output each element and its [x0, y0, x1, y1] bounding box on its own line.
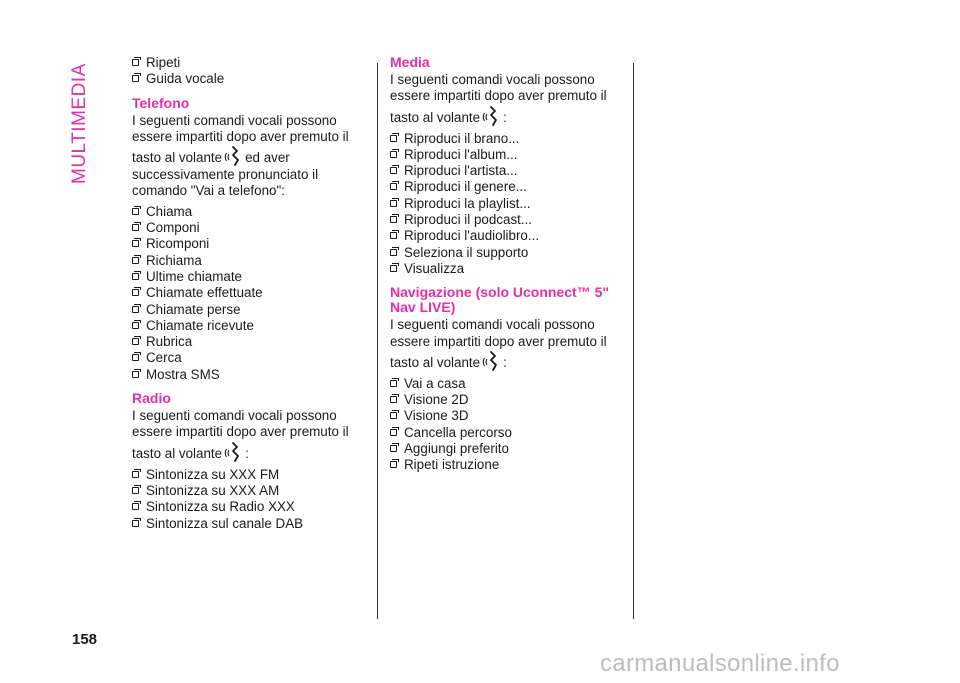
checkbox-bullet-icon [390, 135, 397, 142]
command-label: Riproduci la playlist... [404, 195, 531, 211]
column-1 [132, 55, 364, 532]
checkbox-bullet-icon [390, 445, 397, 452]
column-divider-left [377, 63, 378, 619]
command-label: Visualizza [404, 260, 465, 276]
command-label: Riproduci l'artista... [404, 163, 518, 179]
checkbox-bullet-icon [132, 224, 139, 231]
voice-command-icon [482, 350, 500, 372]
heading-radio: Radio [132, 390, 171, 407]
checkbox-bullet-icon [132, 471, 139, 478]
checkbox-bullet-icon [132, 59, 139, 66]
command-item [390, 163, 622, 179]
command-item [132, 269, 364, 285]
intro-navigazione: I seguenti comandi vocali possono essere impartiti dopo aver premuto il tasto al volante : [390, 317, 607, 370]
command-label: Ultime chiamate [146, 268, 242, 284]
command-label: Ripeti [146, 55, 181, 70]
command-item [390, 425, 622, 441]
checkbox-bullet-icon [390, 200, 397, 207]
command-label: Chiama [146, 203, 193, 219]
checkbox-bullet-icon [132, 208, 139, 215]
command-label: Rubrica [146, 334, 193, 350]
checkbox-bullet-icon [132, 257, 139, 264]
command-item [390, 228, 622, 244]
command-item [390, 457, 622, 473]
checkbox-bullet-icon [132, 289, 139, 296]
command-item [390, 392, 622, 408]
checkbox-bullet-icon [132, 273, 139, 280]
command-item [390, 212, 622, 228]
heading-telefono: Telefono [132, 94, 190, 111]
command-label: Riproduci il brano... [404, 130, 520, 146]
command-item [390, 245, 622, 261]
command-item [132, 483, 364, 499]
command-item [390, 196, 622, 212]
command-label: Aggiungi preferito [404, 441, 509, 457]
command-item [132, 55, 364, 71]
telefono-command-list [132, 204, 364, 383]
checkbox-bullet-icon [390, 151, 397, 158]
voice-command-icon [224, 441, 242, 463]
command-item [390, 261, 622, 277]
command-label: Visione 2D [404, 392, 469, 408]
command-item [132, 302, 364, 318]
heading-navigazione: Navigazione (solo Uconnect™ 5" Nav LIVE) [390, 284, 610, 316]
checkbox-bullet-icon [390, 216, 397, 223]
command-label: Componi [146, 220, 200, 236]
checkbox-bullet-icon [132, 354, 139, 361]
command-item [132, 499, 364, 515]
checkbox-bullet-icon [390, 232, 397, 239]
checkbox-bullet-icon [132, 240, 139, 247]
checkbox-bullet-icon [390, 265, 397, 272]
command-item [132, 367, 364, 383]
checkbox-bullet-icon [132, 75, 139, 82]
section-side-title: MULTIMEDIA [69, 63, 90, 184]
command-label: Riproduci l'album... [404, 146, 518, 162]
checkbox-bullet-icon [132, 503, 139, 510]
intro-media: I seguenti comandi vocali possono essere impartiti dopo aver premuto il tasto al volante : [390, 72, 607, 125]
command-label: Ripeti istruzione [404, 457, 500, 473]
checkbox-bullet-icon [132, 322, 139, 329]
checkbox-bullet-icon [132, 306, 139, 313]
command-item [132, 253, 364, 269]
intro-telefono: I seguenti comandi vocali possono essere impartiti dopo aver premuto il tasto al volante ed aver successivamente pronunciato il comando "Vai a telefono": [132, 112, 349, 199]
radio-command-list [132, 467, 364, 532]
command-label: Sintonizza su Radio XXX [146, 499, 295, 515]
checkbox-bullet-icon [132, 487, 139, 494]
command-item [132, 285, 364, 301]
watermark: carmanualsonline.info [600, 650, 840, 677]
command-label: Riproduci l'audiolibro... [404, 228, 540, 244]
column-2 [390, 55, 622, 474]
command-label: Vai a casa [404, 375, 466, 391]
command-item [132, 318, 364, 334]
command-label: Cerca [146, 350, 182, 366]
command-item [132, 516, 364, 532]
command-item [390, 441, 622, 457]
command-item [132, 467, 364, 483]
command-label: Cancella percorso [404, 424, 512, 440]
command-item [390, 131, 622, 147]
checkbox-bullet-icon [390, 249, 397, 256]
command-item [132, 204, 364, 220]
command-item [132, 220, 364, 236]
command-item [132, 236, 364, 252]
heading-media: Media [390, 54, 430, 70]
command-label: Chiamate ricevute [146, 317, 254, 333]
checkbox-bullet-icon [390, 461, 397, 468]
command-label: Richiama [146, 252, 202, 268]
voice-command-icon [482, 105, 500, 127]
checkbox-bullet-icon [390, 167, 397, 174]
checkbox-bullet-icon [132, 338, 139, 345]
column-divider-right [633, 63, 634, 619]
command-label: Riproduci il podcast... [404, 212, 533, 228]
command-label: Guida vocale [146, 71, 225, 87]
intro-radio: I seguenti comandi vocali possono essere impartiti dopo aver premuto il tasto al volante : [132, 408, 349, 461]
command-label: Sintonizza su XXX FM [146, 466, 280, 482]
command-label: Seleziona il supporto [404, 244, 529, 260]
command-item [132, 334, 364, 350]
command-item [390, 179, 622, 195]
navigazione-command-list [390, 376, 622, 474]
command-label: Mostra SMS [146, 366, 220, 382]
command-label: Chiamate perse [146, 301, 241, 317]
voice-command-icon [224, 145, 242, 167]
media-command-list [390, 131, 622, 278]
command-item [390, 376, 622, 392]
top-command-list [132, 55, 364, 88]
command-label: Sintonizza sul canale DAB [146, 515, 304, 531]
checkbox-bullet-icon [132, 520, 139, 527]
checkbox-bullet-icon [390, 380, 397, 387]
command-item [390, 147, 622, 163]
page-number: 158 [72, 631, 98, 648]
command-label: Visione 3D [404, 408, 469, 424]
command-item [132, 71, 364, 87]
command-label: Chiamate effettuate [146, 285, 263, 301]
command-label: Riproduci il genere... [404, 179, 527, 195]
checkbox-bullet-icon [390, 183, 397, 190]
checkbox-bullet-icon [390, 396, 397, 403]
checkbox-bullet-icon [390, 429, 397, 436]
checkbox-bullet-icon [132, 371, 139, 378]
command-label: Ricomponi [146, 236, 210, 252]
command-label: Sintonizza su XXX AM [146, 482, 280, 498]
command-item [132, 350, 364, 366]
checkbox-bullet-icon [390, 412, 397, 419]
command-item [390, 408, 622, 424]
